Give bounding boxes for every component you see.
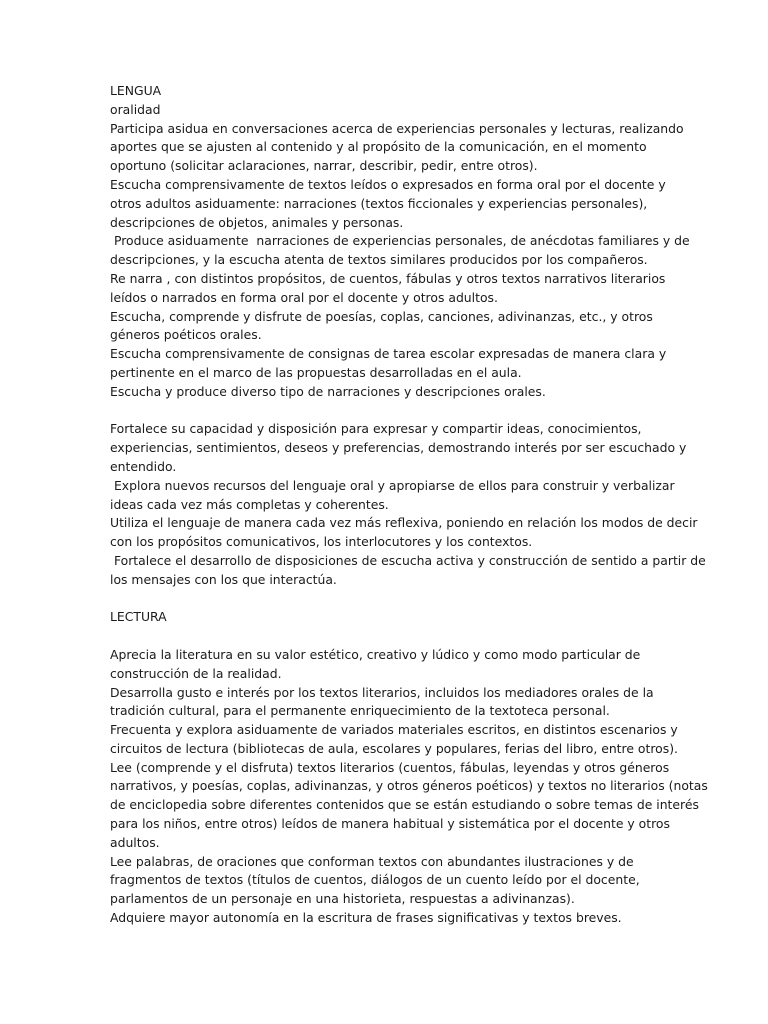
paragraph-line: circuitos de lectura (bibliotecas de aula, escolares y populares, ferias del libro, entre otros).: [110, 740, 678, 756]
paragraph-line: Escucha comprensivamente de consignas de tarea escolar expresadas de manera clara y: [110, 346, 667, 362]
paragraph-line: para los niños, entre otros) leídos de manera habitual y sistemática por el docente y otros: [110, 816, 670, 832]
paragraph-line: pertinente en el marco de las propuestas desarrolladas en el aula.: [110, 364, 522, 380]
paragraph-line: Utiliza el lenguaje de manera cada vez más reflexiva, poniendo en relación los modos de decir: [110, 515, 698, 531]
document-page: [110, 82, 708, 928]
blank-line: [110, 402, 662, 421]
paragraph-line: entendido.: [110, 458, 177, 474]
paragraph-line: Desarrolla gusto e interés por los textos literarios, incluidos los mediadores orales de la: [110, 684, 654, 700]
paragraph-line: Escucha, comprende y disfrute de poesías, coplas, canciones, adivinanzas, etc., y otros: [110, 308, 653, 324]
paragraph-line: experiencias, sentimientos, deseos y preferencias, demostrando interés por ser escuchado y: [110, 440, 687, 456]
paragraph-line: fragmentos de textos (títulos de cuentos, diálogos de un cuento leído por el docente,: [110, 872, 640, 888]
paragraph-line: aportes que se ajusten al contenido y al propósito de la comunicación, en el momento: [110, 139, 647, 155]
paragraph-line: construcción de la realidad.: [110, 665, 282, 681]
paragraph-line: Escucha comprensivamente de textos leídos o expresados en forma oral por el docente y: [110, 176, 666, 192]
paragraph-line: oportuno (solicitar aclaraciones, narrar, describir, pedir, entre otros).: [110, 158, 538, 174]
paragraph-line: Aprecia la literatura en su valor estético, creativo y lúdico y como modo particular de: [110, 646, 641, 662]
paragraph-line: Lee palabras, de oraciones que conforman textos con abundantes ilustraciones y de: [110, 853, 634, 869]
paragraph-line: descripciones de objetos, animales y personas.: [110, 214, 404, 230]
heading-lectura: LECTURA: [110, 609, 167, 625]
paragraph-line: Re narra , con distintos propósitos, de cuentos, fábulas y otros textos narrativos literarios: [110, 270, 666, 286]
paragraph-line: Produce asiduamente narraciones de experiencias personales, de anécdotas familiares y de: [110, 233, 690, 249]
blank-line: [110, 627, 662, 646]
paragraph-line: descripciones, y la escucha atenta de textos similares producidos por los compañeros.: [110, 252, 648, 268]
paragraph-line: Participa asidua en conversaciones acerca de experiencias personales y lecturas, realizando: [110, 120, 684, 136]
heading-lengua: LENGUA: [110, 83, 162, 98]
paragraph-line: géneros poéticos orales.: [110, 327, 262, 343]
paragraph-line: tradición cultural, para el permanente enriquecimiento de la textoteca personal.: [110, 703, 610, 719]
paragraph-line: narrativos, y poesías, coplas, adivinanzas, y otros géneros poéticos) y textos no literarios (notas: [110, 778, 708, 794]
paragraph-line: Frecuenta y explora asiduamente de variados materiales escritos, en distintos escenarios y: [110, 722, 678, 738]
paragraph-line: los mensajes con los que interactúa.: [110, 571, 337, 587]
paragraph-line: leídos o narrados en forma oral por el docente y otros adultos.: [110, 289, 498, 305]
paragraph-line: Escucha y produce diverso tipo de narraciones y descripciones orales.: [110, 383, 546, 399]
subheading-oralidad: oralidad: [110, 101, 161, 117]
lectura-section: [110, 646, 708, 928]
paragraph-line: de enciclopedia sobre diferentes contenidos que se están estudiando o sobre temas de interés: [110, 797, 699, 813]
oralidad-section: [110, 120, 690, 402]
paragraph-line: Fortalece su capacidad y disposición para expresar y compartir ideas, conocimientos,: [110, 421, 642, 437]
paragraph-line: adultos.: [110, 834, 160, 850]
paragraph-line: Adquiere mayor autonomía en la escritura de frases significativas y textos breves.: [110, 910, 622, 926]
paragraph-line: Lee (comprende y el disfruta) textos literarios (cuentos, fábulas, leyendas y otros géneros: [110, 759, 670, 775]
paragraph-line: ideas cada vez más completas y coherentes.: [110, 496, 389, 512]
paragraph-line: parlamentos de un personaje en una historieta, respuestas a adivinanzas).: [110, 891, 575, 907]
paragraph-line: Fortalece el desarrollo de disposiciones de escucha activa y construcción de sentido a partir de: [110, 552, 706, 568]
blank-line: [110, 590, 662, 609]
paragraph-line: Explora nuevos recursos del lenguaje oral y apropiarse de ellos para construir y verbalizar: [110, 477, 675, 493]
paragraph-line: con los propósitos comunicativos, los interlocutores y los contextos.: [110, 534, 533, 550]
paragraph-line: otros adultos asiduamente: narraciones (textos ficcionales y experiencias personales),: [110, 195, 648, 211]
fortalece-section: [110, 420, 706, 589]
